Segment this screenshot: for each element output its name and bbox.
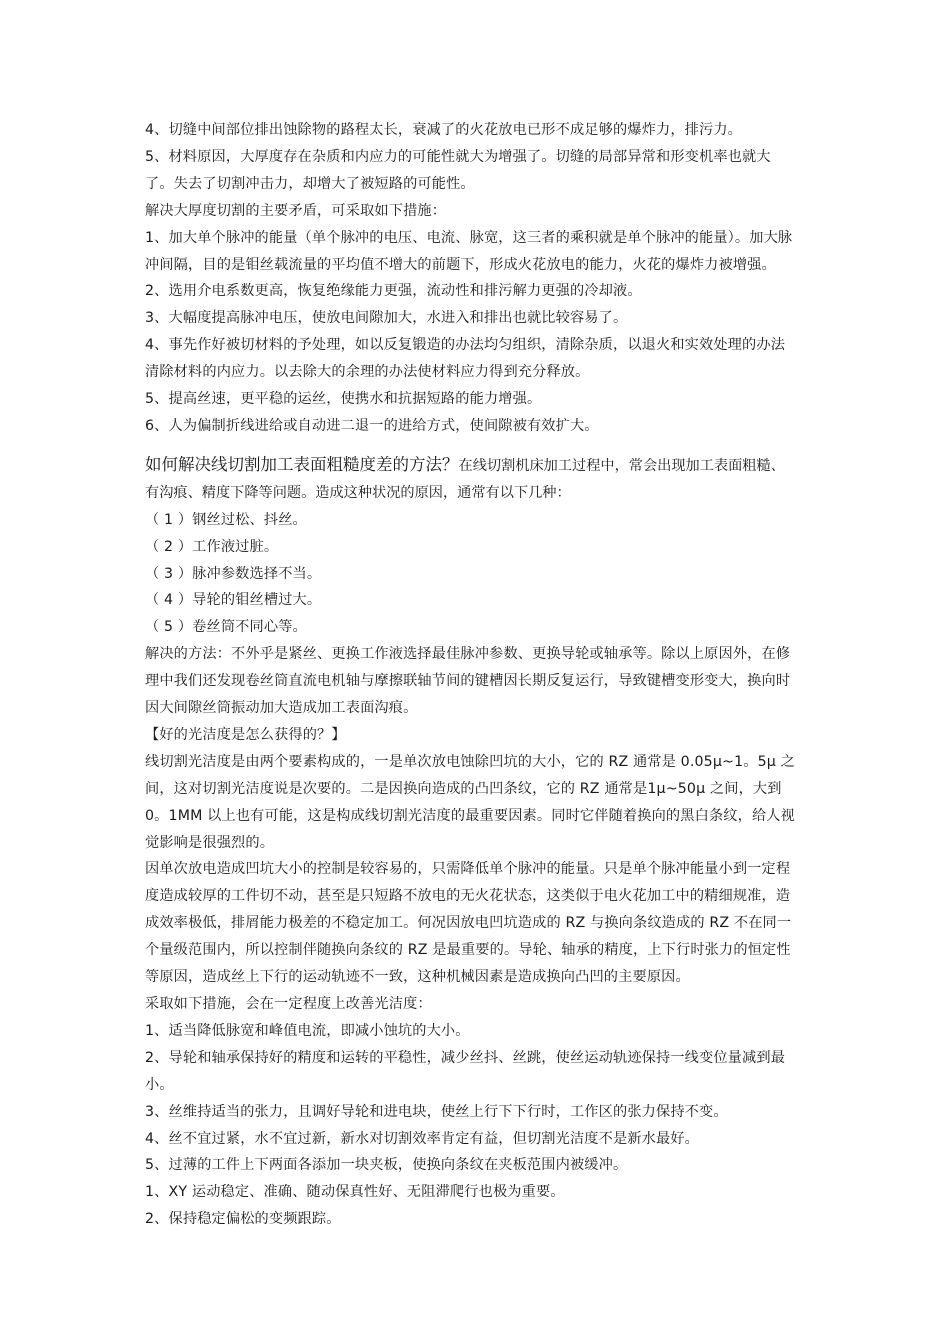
document-page <box>145 117 795 1233</box>
paragraph: 4、切缝中间部位排出蚀除物的路程太长，衰减了的火花放电已形不成足够的爆炸力，排污力。 <box>145 122 743 138</box>
paragraph: 4、事先作好被切材料的予处理，如以反复锻造的办法均匀组织，清除杂质，以退火和实效处理的办法清除材料的内应力。以去除大的余理的办法使材料应力得到充分释放。 <box>145 337 786 381</box>
paragraph: 2、选用介电系数更高，恢复绝缘能力更强，流动性和排污解力更强的冷却液。 <box>145 283 642 300</box>
list-item: 1、XY 运动稳定、准确、随动保真性好、无阻滞爬行也极为重要。 <box>145 1184 565 1201</box>
paragraph: 解决大厚度切割的主要矛盾，可采取如下措施： <box>145 202 447 219</box>
list-item: 2、保持稳定偏松的变频跟踪。 <box>145 1211 341 1228</box>
list-item: 3、丝维持适当的张力，且调好导轮和进电块，使丝上行下下行时，工作区的张力保持不变。 <box>145 1103 728 1120</box>
section-heading: 如何解决线切割加工表面粗糙度差的方法？ <box>145 454 459 474</box>
list-item: （ 2 ）工作液过脏。 <box>145 538 279 555</box>
list-item: 1、适当降低脉宽和峰值电流，即减小蚀坑的大小。 <box>145 1022 470 1039</box>
list-item: 2、导轮和轴承保持好的精度和运转的平稳性，减少丝抖、丝跳，使丝运动轨迹保持一线变位量减到最小。 <box>145 1049 786 1093</box>
list-item: 5、过薄的工件上下两面各添加一块夹板，使换向条纹在夹板范围内被缓冲。 <box>145 1157 628 1174</box>
paragraph: 解决的方法：不外乎是紧丝、更换工作液选择最佳脉冲参数、更换导轮或轴承等。除以上原因外，在修理中我们还发现卷丝筒直流电机轴与摩擦联轴节间的键槽因长期反复运行，导致键槽变形变大，换向时因大间隙丝筒振动加大造成加工表面沟痕。 <box>145 646 791 717</box>
heading-continuation: 在线切割机床加工过程中，常会出现加工表面粗糙、有沟痕、精度下降等问题。造成这种状况的原因，通常有以下几种： <box>145 457 785 501</box>
paragraph: 因单次放电造成凹坑大小的控制是较容易的，只需降低单个脉冲的能量。只是单个脉冲能量小到一定程度造成较厚的工件切不动，甚至是只短路不放电的无火花状态，这类似于电火花加工中的精细规准，造成效率极低，排屑能力极差的不稳定加工。何况因放电凹坑造成的 RZ 与换向条纹造成的 RZ 不在同一个量级范围内，所以控制伴随换向条纹的 RZ 是最重要的。导轮、轴承的精度，上下行时张力的恒定性等原因，造成丝上下行的运动轨迹不一致，这种机械因素是造成换向凸凹的主要原因。 <box>145 861 792 986</box>
section-surface-roughness <box>145 452 795 1233</box>
section-thick-cutting <box>145 117 795 440</box>
paragraph: 采取如下措施，会在一定程度上改善光洁度： <box>145 996 432 1012</box>
list-item: （ 5 ）卷丝筒不同心等。 <box>145 619 307 636</box>
paragraph: 线切割光洁度是由两个要素构成的，一是单次放电蚀除凹坑的大小，它的 RZ 通常是 0.05μ~1。5μ 之间，这对切割光洁度说是次要的。二是因换向造成的凸凹条纹，它的 RZ 通常是1μ~50μ 之间，大到0。1MM 以上也有可能，这是构成线切割光洁度的最重要因素。同时它伴随着换向的黑白条纹，给人视觉影响是很强烈的。 <box>145 753 795 851</box>
paragraph: 3、大幅度提高脉冲电压，使放电间隙加大，水进入和排出也就比较容易了。 <box>145 310 628 327</box>
list-item: 4、丝不宜过紧，水不宜过新，新水对切割效率肯定有益，但切割光洁度不是新水最好。 <box>145 1130 700 1147</box>
paragraph: 6、人为偏制折线进给或自动进二退一的进给方式，使间隙被有效扩大。 <box>145 417 599 434</box>
paragraph: 5、材料原因，大厚度存在杂质和内应力的可能性就大为增强了。切缝的局部异常和形变机率也就大了。失去了切割冲击力，却增大了被短路的可能性。 <box>145 148 771 192</box>
list-item: （ 3 ）脉冲参数选择不当。 <box>145 565 322 582</box>
subheading: 【好的光洁度是怎么获得的？】 <box>145 726 346 743</box>
list-item: （ 1 ）钢丝过松、抖丝。 <box>145 511 307 528</box>
section-spacer <box>145 440 795 452</box>
paragraph: 5、提高丝速，更平稳的运丝，使携水和抗据短路的能力增强。 <box>145 391 542 408</box>
list-item: （ 4 ）导轮的钼丝槽过大。 <box>145 592 322 609</box>
section-heading-line <box>145 452 795 507</box>
paragraph: 1、加大单个脉冲的能量（单个脉冲的电压、电流、脉宽，这三者的乘积就是单个脉冲的能量）。加大脉冲间隔，目的是钼丝载流量的平均值不增大的前题下，形成火花放电的能力，火花的爆炸力被增强。 <box>145 229 793 273</box>
